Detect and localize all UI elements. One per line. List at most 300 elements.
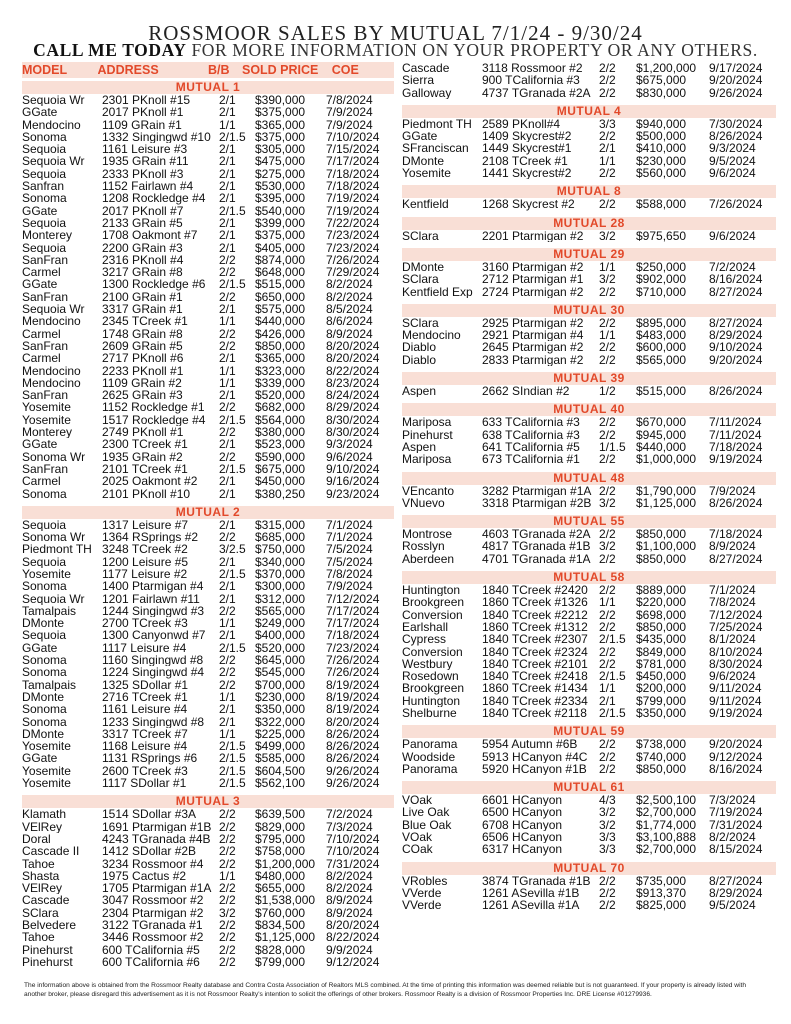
coe-cell: 7/18/2024 bbox=[326, 167, 380, 181]
model-cell: VVerde bbox=[402, 899, 442, 912]
coe-cell: 7/22/2024 bbox=[326, 216, 380, 230]
mutual-section bbox=[402, 211, 776, 242]
model-cell: Sonoma bbox=[22, 715, 67, 728]
table-row bbox=[22, 401, 394, 413]
mutual-section bbox=[402, 298, 776, 366]
table-row bbox=[22, 463, 394, 475]
price-cell: $1,125,000 bbox=[636, 496, 697, 510]
table-row bbox=[402, 763, 776, 775]
table-row bbox=[402, 528, 776, 540]
bb-cell: 2/2 bbox=[599, 341, 616, 354]
coe-cell: 9/19/2024 bbox=[709, 706, 763, 720]
table-row bbox=[22, 752, 394, 764]
price-cell: $902,000 bbox=[636, 273, 687, 286]
address-cell: 1244 Singingwd #3 bbox=[102, 604, 205, 618]
table-row bbox=[22, 703, 394, 715]
coe-cell: 7/15/2024 bbox=[326, 143, 380, 156]
coe-cell: 7/31/2024 bbox=[709, 818, 763, 832]
table-row bbox=[22, 642, 394, 654]
bb-cell: 2/2 bbox=[599, 428, 616, 441]
bb-cell: 3/2 bbox=[599, 273, 616, 286]
coe-cell: 7/31/2024 bbox=[326, 857, 380, 870]
table-row bbox=[402, 341, 776, 353]
coe-cell: 7/18/2024 bbox=[326, 629, 380, 642]
price-cell: $340,000 bbox=[255, 555, 306, 568]
coe-cell: 7/5/2024 bbox=[326, 543, 373, 556]
price-cell: $710,000 bbox=[636, 285, 687, 298]
address-cell: 1300 Canyonwd #7 bbox=[102, 629, 206, 642]
price-cell: $2,500,100 bbox=[636, 794, 697, 807]
bb-cell: 2/1.5 bbox=[599, 706, 626, 720]
table-row bbox=[22, 629, 394, 641]
coe-cell: 9/6/2024 bbox=[326, 450, 373, 463]
bb-cell: 2/1.5 bbox=[219, 462, 246, 476]
model-cell: VNuevo bbox=[402, 496, 445, 510]
bb-cell: 2/1 bbox=[219, 216, 236, 230]
coe-cell: 7/25/2024 bbox=[709, 620, 763, 634]
table-row bbox=[402, 738, 776, 750]
coe-cell: 7/12/2024 bbox=[709, 608, 763, 621]
address-cell: 2716 TCreek #1 bbox=[102, 690, 188, 704]
address-cell: 2100 GRain #1 bbox=[102, 290, 183, 304]
mutual-section bbox=[22, 500, 394, 790]
mutual-section-title: MUTUAL 3 bbox=[22, 795, 394, 808]
price-cell: $380,250 bbox=[255, 487, 306, 500]
coe-cell: 9/26/2024 bbox=[326, 764, 380, 778]
mutual-section-title: MUTUAL 28 bbox=[402, 217, 776, 230]
model-cell: VElRey bbox=[22, 882, 63, 895]
price-cell: $639,500 bbox=[255, 808, 306, 821]
bb-cell: 2/1.5 bbox=[219, 130, 246, 144]
address-cell: 1177 Leisure #2 bbox=[102, 567, 188, 581]
model-cell: VOak bbox=[402, 831, 433, 844]
table-row bbox=[402, 497, 776, 509]
table-row bbox=[402, 286, 776, 298]
price-cell: $655,000 bbox=[255, 882, 306, 895]
price-cell: $889,000 bbox=[636, 584, 687, 597]
mutual-section bbox=[402, 366, 776, 397]
price-cell: $545,000 bbox=[255, 666, 306, 679]
table-row bbox=[402, 230, 776, 242]
mutual-section-title: MUTUAL 2 bbox=[22, 506, 394, 519]
coe-cell: 7/26/2024 bbox=[326, 666, 380, 679]
address-cell: 2017 PKnoll #7 bbox=[102, 204, 184, 217]
model-cell: Sequoia bbox=[22, 629, 67, 642]
price-cell: $350,000 bbox=[636, 706, 687, 720]
coe-cell: 9/6/2024 bbox=[709, 167, 756, 180]
model-cell: Carmel bbox=[22, 327, 61, 340]
address-cell: 3446 Rossmoor #2 bbox=[102, 931, 204, 944]
bb-cell: 1/2 bbox=[599, 385, 616, 398]
table-row bbox=[402, 317, 776, 329]
price-cell: $480,000 bbox=[255, 869, 306, 883]
bb-cell: 3/2.5 bbox=[219, 543, 246, 556]
address-cell: 1935 GRain #11 bbox=[102, 155, 189, 168]
address-cell: 3317 TCreek #7 bbox=[102, 727, 188, 741]
model-cell: Doral bbox=[22, 832, 51, 846]
table-row bbox=[22, 205, 394, 217]
bb-cell: 2/2 bbox=[219, 253, 236, 267]
table-row bbox=[402, 843, 776, 855]
table-row bbox=[22, 217, 394, 229]
model-cell: Tamalpais bbox=[22, 604, 77, 618]
model-cell: Aberdeen bbox=[402, 552, 455, 566]
bb-cell: 2/1 bbox=[219, 629, 236, 642]
price-cell: $588,000 bbox=[636, 198, 687, 211]
bb-cell: 2/2 bbox=[599, 74, 616, 87]
model-cell: SFranciscan bbox=[402, 142, 469, 155]
model-cell: VVerde bbox=[402, 886, 442, 900]
bb-cell: 2/1.5 bbox=[219, 413, 246, 427]
bb-cell: 2/2 bbox=[219, 882, 236, 895]
price-cell: $375,000 bbox=[255, 106, 306, 119]
bb-cell: 2/2 bbox=[599, 738, 616, 751]
coe-cell: 7/9/2024 bbox=[709, 484, 756, 497]
model-cell: Mendocino bbox=[22, 118, 81, 131]
bb-cell: 2/1 bbox=[219, 715, 236, 728]
bb-cell: 2/1 bbox=[219, 389, 236, 402]
table-row bbox=[22, 475, 394, 487]
price-cell: $230,000 bbox=[255, 690, 306, 704]
table-row bbox=[22, 882, 394, 894]
coe-cell: 8/5/2024 bbox=[326, 303, 373, 316]
table-row bbox=[22, 377, 394, 389]
model-cell: Klamath bbox=[22, 808, 67, 821]
mutual-section bbox=[402, 397, 776, 465]
price-cell: $781,000 bbox=[636, 657, 687, 671]
coe-cell: 8/26/2024 bbox=[709, 385, 763, 398]
table-row bbox=[22, 845, 394, 857]
price-cell: $350,000 bbox=[255, 703, 306, 716]
coe-cell: 9/26/2024 bbox=[326, 777, 380, 790]
price-cell: $565,000 bbox=[636, 353, 687, 367]
model-cell: VOak bbox=[402, 794, 433, 807]
model-cell: Mendocino bbox=[22, 364, 81, 377]
table-row bbox=[22, 143, 394, 155]
mutual-section bbox=[22, 81, 394, 500]
column-header-row bbox=[22, 62, 394, 78]
coe-cell: 8/26/2024 bbox=[709, 130, 763, 143]
coe-cell: 8/9/2024 bbox=[326, 894, 373, 907]
coe-cell: 8/16/2024 bbox=[709, 273, 763, 286]
table-row bbox=[22, 155, 394, 167]
address-cell: 1840 TCreek #2212 bbox=[482, 608, 588, 621]
table-row bbox=[402, 429, 776, 441]
model-cell: Shasta bbox=[22, 869, 60, 883]
mutual-section-title: MUTUAL 59 bbox=[402, 725, 776, 738]
address-cell: 638 TCalifornia #3 bbox=[482, 428, 580, 441]
coe-cell: 8/30/2024 bbox=[709, 657, 763, 671]
address-cell: 3047 Rossmoor #2 bbox=[102, 894, 204, 907]
coe-cell: 7/2/2024 bbox=[326, 808, 373, 821]
coe-cell: 7/9/2024 bbox=[326, 580, 373, 593]
table-row bbox=[402, 553, 776, 565]
coe-cell: 7/18/2024 bbox=[326, 180, 380, 193]
address-cell: 2717 PKnoll #6 bbox=[102, 352, 184, 365]
bb-cell: 2/2 bbox=[219, 604, 236, 618]
table-row bbox=[22, 666, 394, 678]
bb-cell: 1/1 bbox=[219, 869, 236, 883]
table-row bbox=[402, 354, 776, 366]
coe-cell: 9/11/2024 bbox=[709, 682, 762, 695]
address-cell: 2316 PKnoll #4 bbox=[102, 253, 184, 267]
address-cell: 1200 Leisure #5 bbox=[102, 555, 189, 568]
address-cell: 1300 Rockledge #6 bbox=[102, 278, 206, 291]
price-cell: $523,000 bbox=[255, 438, 306, 451]
address-cell: 1975 Cactus #2 bbox=[102, 869, 187, 883]
address-cell: 5954 Autumn #6B bbox=[482, 738, 578, 751]
model-cell: Woodside bbox=[402, 750, 456, 763]
table-row bbox=[402, 130, 776, 142]
model-cell: Sequoia Wr bbox=[22, 592, 85, 605]
price-cell: $400,000 bbox=[255, 629, 306, 642]
bb-cell: 2/2 bbox=[599, 657, 616, 671]
model-cell: Kentfield bbox=[402, 198, 449, 211]
address-cell: 1708 Oakmont #7 bbox=[102, 229, 198, 242]
coe-cell: 9/10/2024 bbox=[326, 462, 380, 476]
bb-cell: 2/1 bbox=[219, 592, 236, 605]
table-row bbox=[22, 426, 394, 438]
bb-cell: 2/2 bbox=[599, 620, 616, 634]
address-cell: 1317 Leisure #7 bbox=[102, 518, 189, 532]
bb-cell: 2/2 bbox=[219, 845, 236, 858]
bb-cell: 2/1.5 bbox=[219, 204, 246, 217]
mutual-section-title: MUTUAL 55 bbox=[402, 515, 776, 528]
address-cell: 3874 TGranada #1B bbox=[482, 874, 591, 887]
address-cell: 2925 Ptarmigan #2 bbox=[482, 316, 584, 330]
coe-cell: 8/26/2024 bbox=[326, 752, 380, 765]
bb-cell: 2/2 bbox=[599, 584, 616, 597]
bb-cell: 2/2 bbox=[219, 857, 236, 870]
bb-cell: 2/2 bbox=[599, 353, 616, 367]
coe-cell: 8/20/2024 bbox=[326, 919, 380, 932]
price-cell: $895,000 bbox=[636, 316, 687, 330]
coe-cell: 8/20/2024 bbox=[326, 352, 380, 365]
model-cell: Yosemite bbox=[402, 167, 451, 180]
table-row bbox=[22, 340, 394, 352]
bb-cell: 2/2 bbox=[599, 528, 616, 541]
table-row bbox=[402, 621, 776, 633]
bb-cell: 2/1.5 bbox=[219, 764, 246, 778]
address-cell: 6506 HCanyon bbox=[482, 831, 563, 844]
price-cell: $230,000 bbox=[636, 154, 687, 168]
coe-cell: 7/1/2024 bbox=[326, 518, 373, 532]
bb-cell: 1/1 bbox=[219, 617, 236, 630]
coe-cell: 9/11/2024 bbox=[709, 694, 762, 707]
price-cell: $560,000 bbox=[636, 167, 687, 180]
price-cell: $675,000 bbox=[636, 74, 687, 87]
table-row bbox=[22, 414, 394, 426]
address-cell: 2301 PKnoll #15 bbox=[102, 94, 191, 107]
price-cell: $682,000 bbox=[255, 401, 306, 414]
bb-cell: 2/2 bbox=[599, 886, 616, 900]
bb-cell: 2/1 bbox=[219, 352, 236, 365]
price-cell: $758,000 bbox=[255, 845, 306, 858]
address-cell: 2133 GRain #5 bbox=[102, 216, 183, 230]
table-row bbox=[22, 821, 394, 833]
model-cell: SanFran bbox=[22, 290, 69, 304]
price-cell: $475,000 bbox=[255, 155, 306, 168]
table-row bbox=[22, 106, 394, 118]
bb-cell: 2/1.5 bbox=[219, 777, 246, 790]
model-cell: VRobles bbox=[402, 874, 448, 887]
coe-cell: 8/27/2024 bbox=[709, 285, 763, 298]
coe-cell: 8/15/2024 bbox=[709, 843, 763, 856]
bb-cell: 2/1 bbox=[219, 518, 236, 532]
model-cell: Blue Oak bbox=[402, 818, 452, 832]
model-cell: Conversion bbox=[402, 645, 463, 658]
address-cell: 1840 TCreek #2420 bbox=[482, 584, 588, 597]
model-cell: Shelburne bbox=[402, 706, 457, 720]
table-row bbox=[402, 62, 776, 74]
address-cell: 1109 GRain #2 bbox=[102, 376, 182, 390]
coe-cell: 8/22/2024 bbox=[326, 931, 380, 944]
coe-cell: 8/29/2024 bbox=[326, 401, 380, 414]
address-cell: 5913 HCanyon #4C bbox=[482, 750, 588, 763]
bb-cell: 2/2 bbox=[219, 931, 236, 944]
model-cell: Sequoia bbox=[22, 555, 67, 568]
coe-cell: 8/1/2024 bbox=[709, 633, 756, 646]
table-row bbox=[22, 180, 394, 192]
table-row bbox=[22, 266, 394, 278]
model-cell: VElRey bbox=[22, 820, 63, 833]
address-cell: 1261 ASevilla #1B bbox=[482, 886, 580, 900]
subtitle-call-to-action: CALL ME TODAY bbox=[33, 40, 187, 60]
model-cell: Montrose bbox=[402, 528, 453, 541]
coe-cell: 7/17/2024 bbox=[326, 604, 380, 618]
bb-cell: 3/2 bbox=[219, 906, 236, 919]
model-cell: Sierra bbox=[402, 74, 435, 87]
model-cell: Sonoma bbox=[22, 703, 67, 716]
table-row bbox=[22, 691, 394, 703]
table-row bbox=[402, 899, 776, 911]
table-row bbox=[402, 831, 776, 843]
coe-cell: 9/19/2024 bbox=[709, 453, 763, 466]
coe-cell: 8/19/2024 bbox=[326, 678, 380, 691]
model-cell: Yosemite bbox=[22, 740, 71, 753]
bb-cell: 2/2 bbox=[599, 167, 616, 180]
table-row bbox=[22, 931, 394, 943]
model-cell: Sequoia bbox=[22, 167, 67, 181]
price-cell: $738,000 bbox=[636, 738, 687, 751]
bb-cell: 3/3 bbox=[599, 843, 616, 856]
model-cell: GGate bbox=[22, 641, 58, 655]
price-cell: $1,000,000 bbox=[636, 453, 697, 466]
address-cell: 600 TCalifornia #5 bbox=[102, 943, 200, 956]
table-row bbox=[22, 894, 394, 906]
model-cell: Sequoia bbox=[22, 518, 67, 532]
bb-cell: 2/1 bbox=[219, 475, 236, 488]
price-cell: $645,000 bbox=[255, 654, 306, 667]
table-row bbox=[402, 887, 776, 899]
coe-cell: 9/3/2024 bbox=[709, 142, 756, 155]
price-cell: $410,000 bbox=[636, 142, 687, 155]
mutual-section bbox=[402, 775, 776, 855]
coe-cell: 7/8/2024 bbox=[709, 596, 756, 609]
bb-cell: 2/1 bbox=[219, 192, 236, 205]
price-cell: $249,000 bbox=[255, 617, 306, 630]
price-cell: $874,000 bbox=[255, 253, 306, 267]
model-cell: DMonte bbox=[22, 727, 65, 741]
price-cell: $500,000 bbox=[636, 130, 687, 143]
address-cell: 2662 SIndian #2 bbox=[482, 385, 570, 398]
price-cell: $564,000 bbox=[255, 413, 306, 427]
table-row bbox=[402, 875, 776, 887]
bb-cell: 2/1 bbox=[219, 143, 236, 156]
coe-cell: 7/10/2024 bbox=[326, 130, 380, 144]
price-cell: $1,200,000 bbox=[255, 857, 316, 870]
bb-cell: 2/1 bbox=[219, 155, 236, 168]
address-cell: 6708 HCanyon bbox=[482, 818, 563, 832]
bb-cell: 3/2 bbox=[599, 806, 616, 819]
price-cell: $435,000 bbox=[636, 633, 687, 646]
bb-cell: 2/2 bbox=[219, 426, 236, 439]
bb-cell: 2/2 bbox=[219, 531, 236, 544]
table-row bbox=[22, 580, 394, 592]
page-title: ROSSMOOR SALES BY MUTUAL 7/1/24 - 9/30/24 bbox=[148, 21, 643, 45]
mutual-section bbox=[402, 719, 776, 775]
price-cell: $483,000 bbox=[636, 329, 687, 342]
price-cell: $426,000 bbox=[255, 327, 306, 340]
price-cell: $515,000 bbox=[255, 278, 306, 291]
price-cell: $585,000 bbox=[255, 752, 306, 765]
price-cell: $225,000 bbox=[255, 727, 306, 741]
price-cell: $380,000 bbox=[255, 426, 306, 439]
bb-cell: 2/1.5 bbox=[599, 633, 626, 646]
table-row bbox=[22, 679, 394, 691]
address-cell: 2625 GRain #3 bbox=[102, 389, 183, 402]
bb-cell: 2/1 bbox=[219, 94, 236, 107]
address-cell: 3122 TGranada #1 bbox=[102, 919, 203, 932]
bb-cell: 2/2 bbox=[219, 666, 236, 679]
model-cell: SClara bbox=[22, 906, 59, 919]
bb-cell: 1/1 bbox=[599, 154, 616, 168]
table-row bbox=[402, 155, 776, 167]
address-cell: 1748 GRain #8 bbox=[102, 327, 183, 340]
table-row bbox=[22, 716, 394, 728]
address-cell: 2200 GRain #3 bbox=[102, 241, 183, 254]
coe-cell: 7/23/2024 bbox=[326, 641, 380, 655]
model-cell: Cascade II bbox=[22, 845, 80, 858]
coe-cell: 9/23/2024 bbox=[326, 487, 380, 500]
bb-cell: 2/2 bbox=[219, 339, 236, 353]
price-cell: $339,000 bbox=[255, 376, 306, 390]
address-cell: 6601 HCanyon bbox=[482, 794, 563, 807]
coe-cell: 7/11/2024 bbox=[709, 428, 762, 441]
table-row bbox=[22, 303, 394, 315]
address-cell: 1860 TCreek #1434 bbox=[482, 682, 588, 695]
bb-cell: 2/2 bbox=[219, 327, 236, 340]
bb-cell: 2/2 bbox=[219, 919, 236, 932]
model-cell: VEncanto bbox=[402, 484, 455, 497]
table-row bbox=[402, 670, 776, 682]
address-cell: 2345 TCreek #1 bbox=[102, 315, 188, 328]
address-cell: 4243 TGranada #4B bbox=[102, 832, 211, 846]
table-row bbox=[402, 416, 776, 428]
model-cell: Huntington bbox=[402, 584, 461, 597]
table-row bbox=[402, 167, 776, 179]
mutual-section-title: MUTUAL 1 bbox=[22, 81, 394, 94]
mutual-section-title: MUTUAL 30 bbox=[402, 304, 776, 317]
address-cell: 1325 SDollar #1 bbox=[102, 678, 189, 691]
coe-cell: 9/3/2024 bbox=[326, 438, 373, 451]
price-cell: $450,000 bbox=[255, 475, 306, 488]
bb-cell: 3/2 bbox=[599, 540, 616, 553]
price-cell: $849,000 bbox=[636, 645, 687, 658]
price-cell: $834,500 bbox=[255, 919, 306, 932]
model-cell: Sequoia bbox=[22, 216, 67, 230]
coe-cell: 8/20/2024 bbox=[326, 339, 380, 353]
